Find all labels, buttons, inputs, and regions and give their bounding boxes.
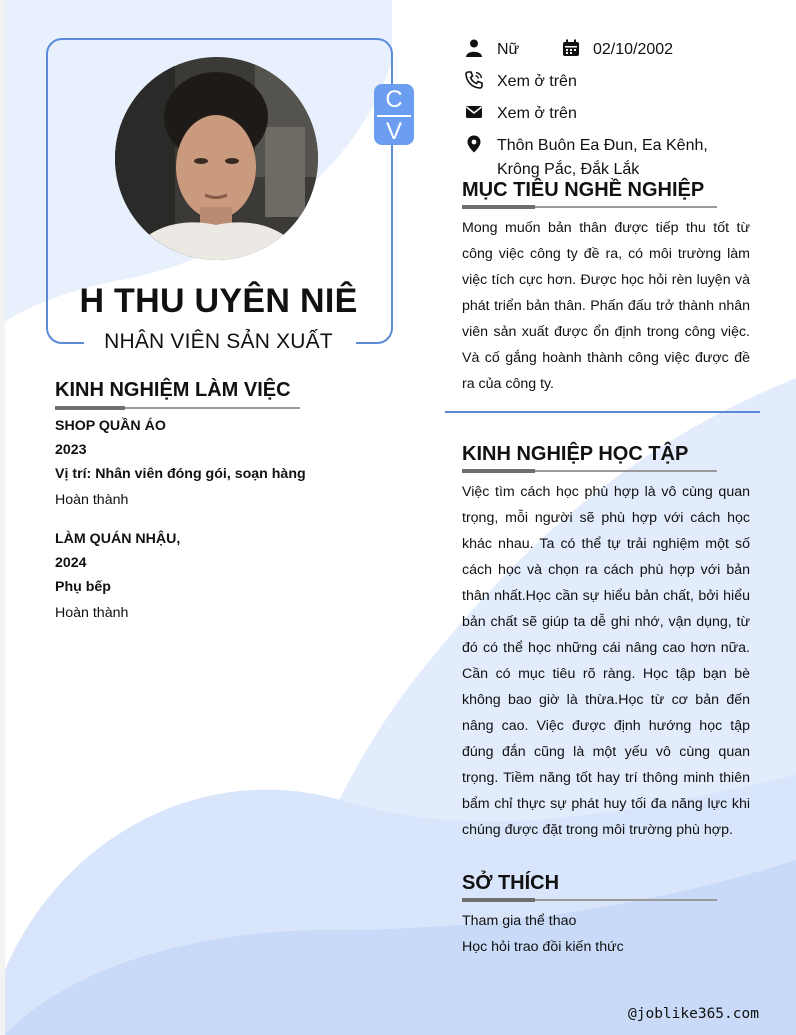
job-2-status: Hoàn thành (55, 605, 129, 621)
job-2-company: LÀM QUÁN NHẬU, (55, 531, 181, 547)
objective-heading: MỤC TIÊU NGHỀ NGHIỆP (462, 179, 705, 201)
cv-badge-top: C (385, 86, 403, 113)
calendar-icon (562, 39, 580, 57)
experience-heading: KINH NGHIỆM LÀM VIỆC (55, 379, 291, 401)
address-line2: Krông Pắc, Đắk Lắk (497, 161, 640, 178)
study-heading: KINH NGHIỆP HỌC TẬP (462, 443, 689, 465)
candidate-name: H THU UYÊN NIÊ (79, 282, 358, 320)
cv-badge-bottom: V (385, 118, 402, 145)
job-2-year: 2024 (55, 555, 87, 571)
cv-badge-divider (377, 115, 411, 117)
job-1-position: Vị trí: Nhân viên đóng gói, soạn hàng (55, 466, 306, 482)
job-1-year: 2023 (55, 442, 87, 458)
address-line1: Thôn Buôn Ea Đun, Ea Kênh, (497, 137, 708, 154)
objective-underline (462, 206, 717, 208)
phone-icon (465, 71, 483, 89)
footer-watermark: @joblike365.com (628, 1006, 759, 1022)
avatar-photo (115, 57, 318, 260)
study-underline (462, 470, 717, 472)
cv-badge (374, 84, 414, 145)
person-icon (465, 39, 483, 57)
job-1-company: SHOP QUẦN ÁO (55, 418, 166, 434)
location-pin-icon (465, 135, 483, 153)
email-value: Xem ở trên (497, 105, 577, 122)
section-divider (445, 411, 760, 413)
study-text: Việc tìm cách học phù hợp là vô cùng quan trọng, mỗi người sẽ phù hợp với cách học khác nhau. Ta có thể tự trải nghiệm một số cách học và chọn ra cách phù hợp với bản thân nhất.Học cần sự hiểu bản chất, bởi hiểu bản chất sẽ giúp ta dễ ghi nhớ, vận dụng, từ đó có thể học những cái nâng cao hơn nữa. Cần có mục tiêu rõ ràng. Học tập bạn bè không bao giờ là thừa.Học từ cơ bản đến nâng cao. Việc được định hướng học tập đúng đắn cũng là một yếu vô cùng quan trọng. Tiềm năng tốt hay trí thông minh thiên bẩm chỉ thực sự phát huy tối đa năng lực khi chúng được đặt trong môi trường phù hợp. (462, 484, 750, 838)
hobbies-heading: SỞ THÍCH (462, 872, 560, 894)
experience-underline (55, 407, 300, 409)
job-2-position: Phụ bếp (55, 579, 111, 595)
gender-value: Nữ (497, 41, 520, 58)
objective-text: Mong muốn bản thân được tiếp thu tốt từ công việc công ty đề ra, có môi trường làm việc tích cực hơn. Được học hỏi rèn luyện và phát triển bản thân. Phấn đấu trở thành nhân viên sản xuất được ổn định trong công việc. Và cố gắng hoành thành công việc được đề ra của công ty. (462, 220, 750, 392)
envelope-icon (465, 103, 483, 121)
phone-value: Xem ở trên (497, 73, 577, 90)
hobby-item: Tham gia thể thao (462, 913, 577, 929)
birthday-value: 02/10/2002 (593, 41, 674, 58)
job-1-status: Hoàn thành (55, 492, 129, 508)
hobbies-underline (462, 899, 717, 901)
hobby-item: Học hỏi trao đồi kiến thức (462, 939, 624, 955)
job-title: NHÂN VIÊN SẢN XUẤT (104, 330, 333, 353)
avatar (115, 57, 318, 260)
